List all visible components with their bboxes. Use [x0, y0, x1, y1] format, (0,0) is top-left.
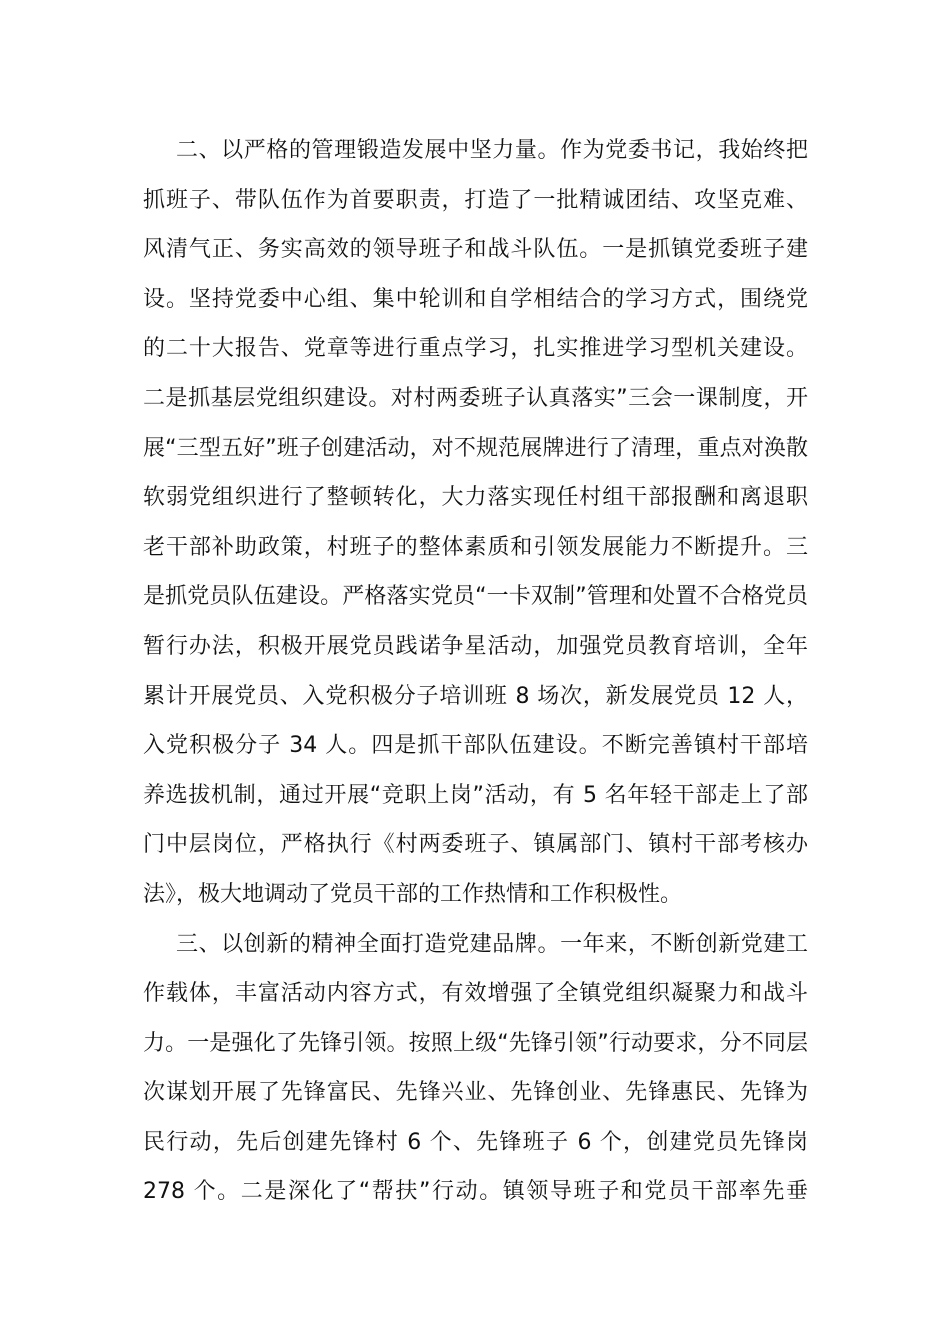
- text-line: 次谋划开展了先锋富民、先锋兴业、先锋创业、先锋惠民、先锋为: [143, 1080, 808, 1106]
- text-line: 老干部补助政策，村班子的整体素质和引领发展能力不断提升。三: [143, 534, 808, 560]
- text-line: 风清气正、务实高效的领导班子和战斗队伍。一是抓镇党委班子建: [143, 237, 808, 263]
- text-line: 三、以创新的精神全面打造党建品牌。一年来，不断创新党建工: [176, 931, 808, 957]
- text-line: 门中层岗位，严格执行《村两委班子、镇属部门、镇村干部考核办: [143, 832, 808, 858]
- text-line: 累计开展党员、入党积极分子培训班 8 场次，新发展党员 12 人，: [143, 683, 808, 709]
- text-line: 二是抓基层党组织建设。对村两委班子认真落实”三会一课制度，开: [143, 385, 808, 411]
- text-line: 278 个。二是深化了“帮扶”行动。镇领导班子和党员干部率先垂: [143, 1179, 808, 1205]
- text-line: 入党积极分子 34 人。四是抓干部队伍建设。不断完善镇村干部培: [143, 733, 808, 759]
- text-line: 力。一是强化了先锋引领。按照上级“先锋引领”行动要求，分不同层: [143, 1030, 808, 1056]
- text-line: 民行动，先后创建先锋村 6 个、先锋班子 6 个，创建党员先锋岗: [143, 1129, 808, 1155]
- text-line: 的二十大报告、党章等进行重点学习，扎实推进学习型机关建设。: [143, 336, 808, 362]
- text-line: 暂行办法，积极开展党员践诺争星活动，加强党员教育培训，全年: [143, 633, 808, 659]
- paragraph-section-2: [143, 126, 808, 920]
- text-line: 抓班子、带队伍作为首要职责，打造了一批精诚团结、攻坚克难、: [143, 187, 808, 213]
- text-line: 二、以严格的管理锻造发展中坚力量。作为党委书记，我始终把: [176, 138, 808, 163]
- paragraph-section-3: [143, 920, 808, 1218]
- text-line: 设。坚持党委中心组、集中轮训和自学相结合的学习方式，围绕党: [143, 286, 808, 312]
- text-line: 是抓党员队伍建设。严格落实党员“一卡双制”管理和处置不合格党员: [143, 584, 808, 610]
- text-line: 法》，极大地调动了党员干部的工作热情和工作积极性。: [143, 881, 683, 907]
- text-line: 养选拔机制，通过开展“竞职上岗”活动，有 5 名年轻干部走上了部: [143, 782, 808, 808]
- text-line: 展“三型五好”班子创建活动，对不规范展牌进行了清理，重点对涣散: [143, 435, 808, 461]
- document-page: [143, 126, 808, 1217]
- text-line: 作载体，丰富活动内容方式，有效增强了全镇党组织凝聚力和战斗: [143, 981, 808, 1007]
- text-line: 软弱党组织进行了整顿转化，大力落实现任村组干部报酬和离退职: [143, 485, 808, 511]
